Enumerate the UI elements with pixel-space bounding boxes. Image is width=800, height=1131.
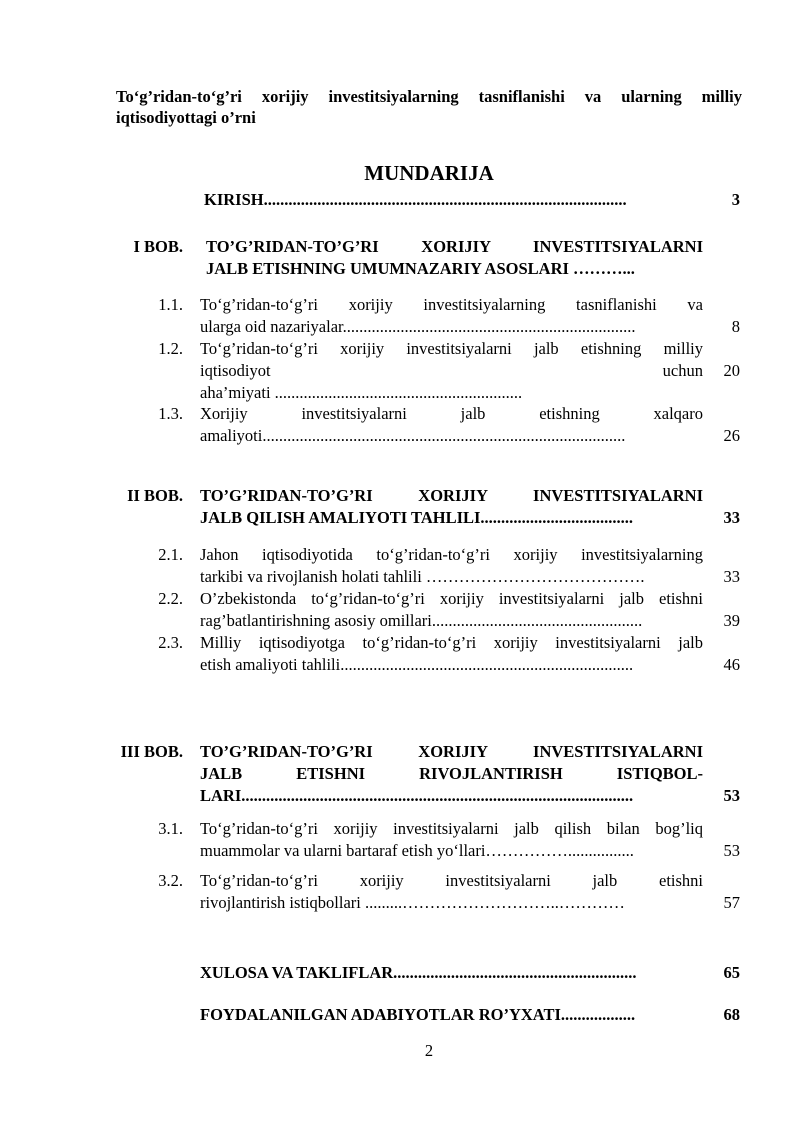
toc-page-number: 33	[723, 567, 740, 586]
toc-section-title-line-1: Xorijiy investitsiyalarni jalb etishning xalqaro	[200, 404, 703, 423]
toc-section-number: 1.2.	[158, 339, 183, 358]
toc-section-number: 1.3.	[158, 404, 183, 423]
document-title	[116, 86, 742, 128]
toc-page-number: 68	[723, 1005, 740, 1024]
toc-section-title-line-2b: uchun	[662, 361, 703, 380]
toc-section-number: 3.1.	[158, 819, 183, 838]
document-title-line-1: To‘g’ridan-to‘g’ri xorijiy investitsiyalarning tasniflanishi va ularning milliy	[116, 87, 742, 106]
toc-page-number: 20	[723, 361, 740, 380]
toc-section-title-line-2: etish amaliyoti tahlili.......................................................................	[200, 655, 634, 674]
toc-page-number: 57	[723, 893, 740, 912]
toc-chapter-title-line-1: TO’G’RIDAN-TO’G’RI XORIJIY INVESTITSIYALARNI	[200, 742, 703, 761]
toc-section-title-line-2: ularga oid nazariyalar.......................................................................	[200, 317, 636, 336]
toc-entry-text: KIRISH........................................................................................	[204, 190, 627, 209]
toc-page-number: 3	[731, 190, 740, 209]
toc-section-number: 1.1.	[158, 295, 183, 314]
toc-section-title-line-2: muammolar va ularni bartaraf etish yo‘llari……………................	[200, 841, 634, 860]
toc-section-number: 2.2.	[158, 589, 183, 608]
toc-page-number: 33	[723, 508, 740, 527]
toc-chapter-title-line-3: LARI...............................................................................................	[200, 786, 634, 805]
toc-chapter-number: II BOB.	[127, 486, 183, 505]
toc-chapter-title-line-1: TO’G’RIDAN-TO’G’RI XORIJIY INVESTITSIYALARNI	[200, 486, 703, 505]
document-title-line-2: iqtisodiyottagi o’rni	[116, 108, 256, 127]
toc-section-title-line-2: rag’batlantirishning asosiy omillari...................................................	[200, 611, 643, 630]
toc-section-title-line-2a: iqtisodiyot	[200, 361, 271, 380]
toc-page-number: 53	[723, 841, 740, 860]
toc-section-title-line-3: aha’miyati ............................................................	[200, 383, 523, 402]
toc-section-title-line-1: Jahon iqtisodiyotida to‘g’ridan-to‘g’ri xorijiy investitsiyalarning	[200, 545, 703, 564]
toc-page-number: 46	[723, 655, 740, 674]
toc-chapter-title-line-1: TO’G’RIDAN-TO’G’RI XORIJIY INVESTITSIYALARNI	[206, 237, 703, 256]
toc-page-number: 26	[723, 426, 740, 445]
toc-chapter-title-line-2: JALB QILISH AMALIYOTI TAHLILI.....................................	[200, 508, 634, 527]
toc-section-title-line-1: Milliy iqtisodiyotga to‘g’ridan-to‘g’ri xorijiy investitsiyalarni jalb	[200, 633, 703, 652]
toc-chapter-number: I BOB.	[133, 237, 183, 256]
toc-chapter-number: III BOB.	[120, 742, 183, 761]
toc-section-title-line-2: amaliyoti........................................................................................	[200, 426, 626, 445]
page-number: 2	[424, 1041, 434, 1060]
toc-page-number: 53	[723, 786, 740, 805]
toc-section-title-line-2: rivojlantirish istiqbollari .........………………………..…………	[200, 893, 625, 912]
toc-entry-text: FOYDALANILGAN ADABIYOTLAR RO’YXATI..................	[200, 1005, 636, 1024]
toc-heading: MUNDARIJA	[364, 161, 494, 185]
toc-section-title-line-1: O’zbekistonda to‘g’ridan-to‘g’ri xorijiy investitsiyalarni jalb etishni	[200, 589, 703, 608]
toc-chapter-title-line-2: JALB ETISHNI RIVOJLANTIRISH ISTIQBOL-	[200, 764, 703, 783]
toc-section-title-line-1: To‘g’ridan-to‘g’ri xorijiy investitsiyalarni jalb etishni	[200, 871, 703, 890]
toc-page-number: 39	[723, 611, 740, 630]
toc-chapter-title-line-2: JALB ETISHNING UMUMNAZARIY ASOSLARI ………...	[206, 259, 635, 278]
toc-page-number: 8	[731, 317, 740, 336]
toc-entry-text: XULOSA VA TAKLIFLAR...........................................................	[200, 963, 637, 982]
toc-section-title-line-1: To‘g’ridan-to‘g’ri xorijiy investitsiyalarni jalb etishning milliy	[200, 339, 703, 358]
toc-section-number: 2.1.	[158, 545, 183, 564]
toc-section-number: 3.2.	[158, 871, 183, 890]
toc-section-number: 2.3.	[158, 633, 183, 652]
toc-section-title-line-1: To‘g’ridan-to‘g’ri xorijiy investitsiyalarni jalb qilish bilan bog’liq	[200, 819, 703, 838]
toc-section-title-line-2: tarkibi va rivojlanish holati tahlili ………………………………….	[200, 567, 645, 586]
toc-section-title-line-1: To‘g’ridan-to‘g’ri xorijiy investitsiyalarning tasniflanishi va	[200, 295, 703, 314]
toc-page-number: 65	[723, 963, 740, 982]
